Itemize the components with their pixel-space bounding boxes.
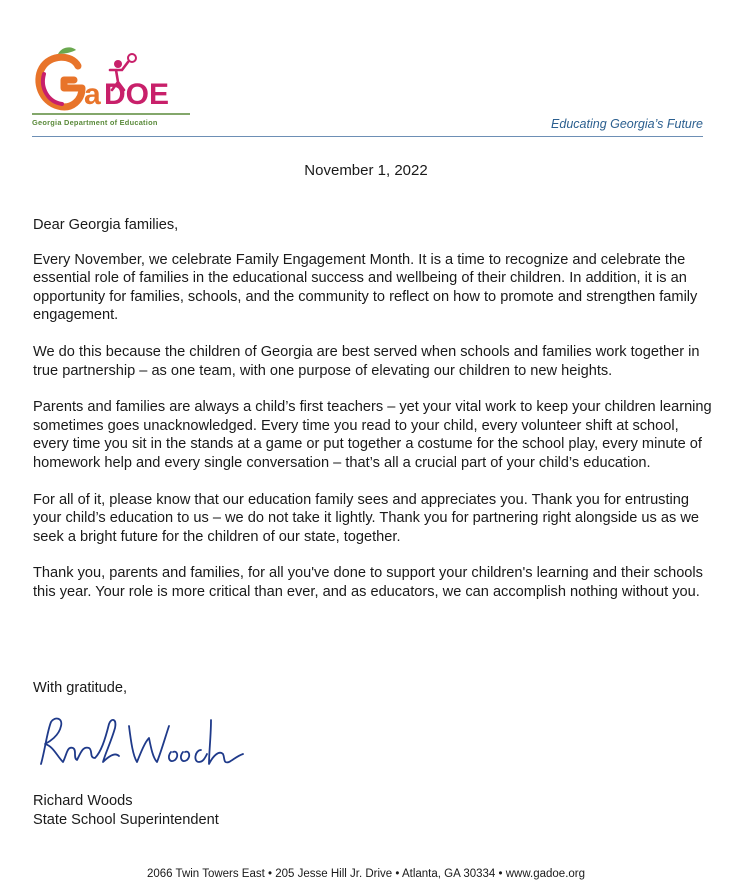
gadoe-logo-graphic xyxy=(32,44,192,118)
svg-text:a: a xyxy=(84,78,101,111)
paragraph: For all of it, please know that our education family sees and appreciates you. Thank you for entrusting your child’s education to us – we do not take it lightly. Thank you for partnering right alongside us as we seek a bright future for the children of our state, together. xyxy=(33,491,700,545)
paragraph: Thank you, parents and families, for all you've done to support your children's learning and their schools this year. Your role is more critical than ever, and as educators, we can accomplish nothing without you. xyxy=(33,565,703,600)
paragraph: We do this because the children of Georgia are best served when schools and families work together in true partnership – as one team, with one purpose of elevating our children to new heights. xyxy=(33,343,700,379)
gadoe-logo xyxy=(32,44,192,130)
tagline: Educating Georgia’s Future xyxy=(551,117,703,131)
letterhead xyxy=(0,0,732,140)
signer-block xyxy=(33,792,219,830)
handwritten-signature xyxy=(33,712,248,780)
paragraph: Every November, we celebrate Family Engagement Month. It is a time to recognize and celebrate the essential role of families in the educational success and wellbeing of their children. In addition, it is an opportunity for families, schools, and the community to reflect on how to promote and strengthen family engagement. xyxy=(33,251,698,324)
signer-title: State School Superintendent xyxy=(33,812,219,828)
salutation: Dear Georgia families, xyxy=(33,217,179,233)
signer-name: Richard Woods xyxy=(33,793,133,809)
header-divider xyxy=(32,136,703,137)
letter-date: November 1, 2022 xyxy=(304,162,428,179)
svg-text:DOE: DOE xyxy=(104,78,170,111)
org-name: Georgia Department of Education xyxy=(32,118,158,127)
footer-address: 2066 Twin Towers East • 205 Jesse Hill Jr. Drive • Atlanta, GA 30334 • www.gadoe.org xyxy=(146,868,586,880)
paragraph: Parents and families are always a child’s first teachers – yet your vital work to keep your children learning sometimes goes unacknowledged. Every time you read to your child, every volunteer shift at school, every time you sit in the stands at a game or put together a costume for the school play, every minute of homework help and every single conversation – that’s all a crucial part of your child’s education. xyxy=(33,399,712,471)
closing: With gratitude, xyxy=(33,680,128,696)
letter-body xyxy=(33,216,713,620)
signature-graphic xyxy=(33,712,248,780)
